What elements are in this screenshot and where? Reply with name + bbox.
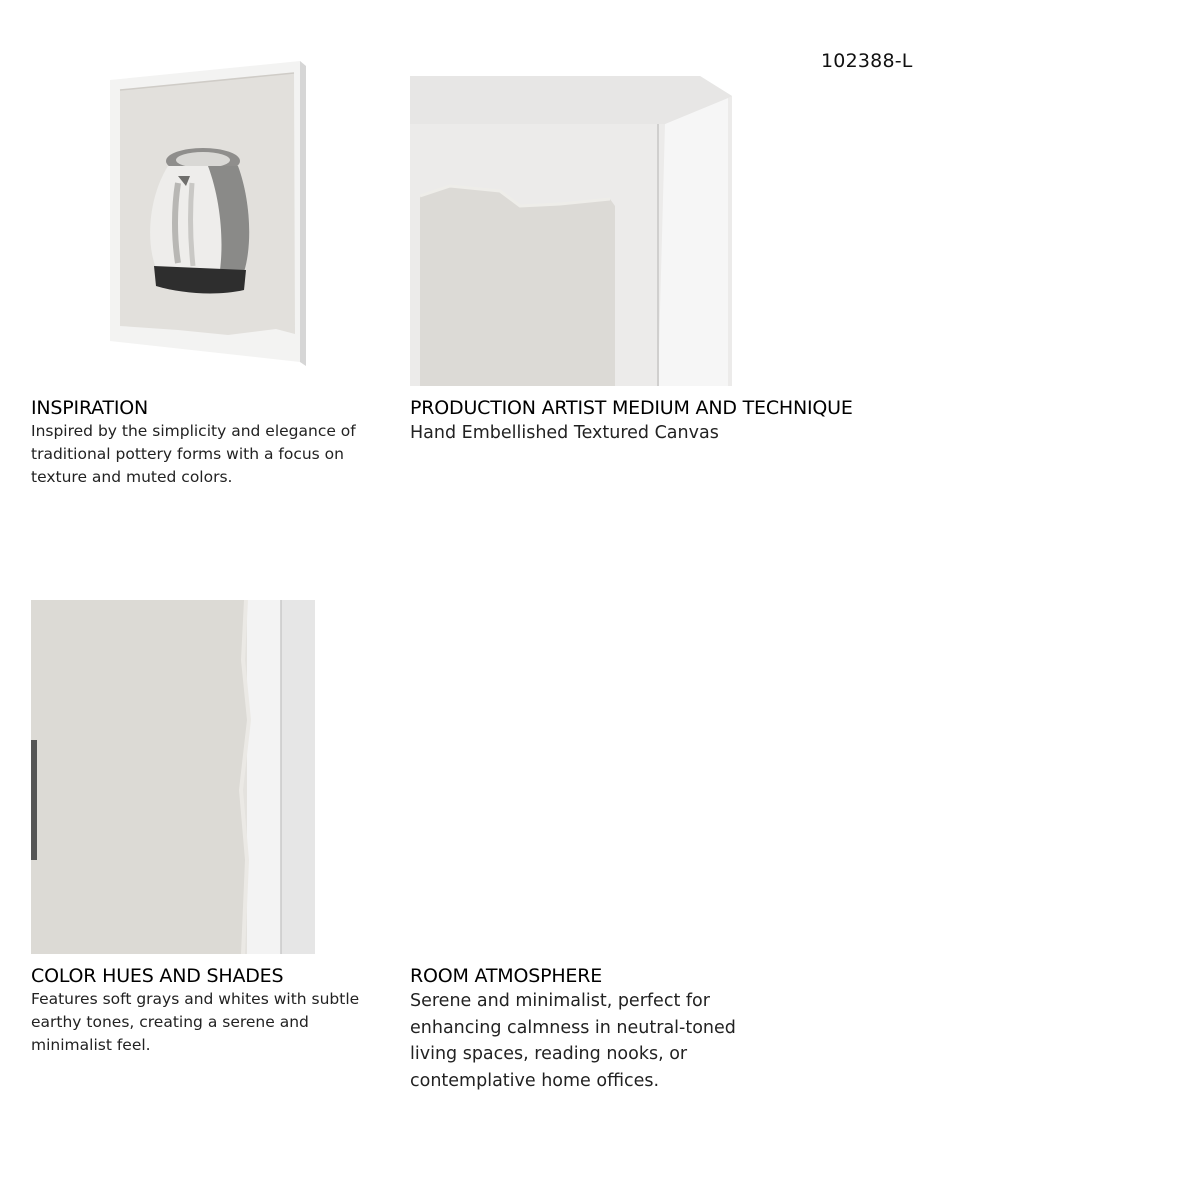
section-room <box>410 964 755 1094</box>
section-body: Features soft grays and whites with subtle earthy tones, creating a serene and minimalist feel. <box>31 990 360 1054</box>
sku-label: 102388-L <box>821 50 913 72</box>
section-title: COLOR HUES AND SHADES <box>31 965 284 987</box>
section-title: PRODUCTION ARTIST MEDIUM AND TECHNIQUE <box>410 397 853 419</box>
section-body: Serene and minimalist, perfect for enhancing calmness in neutral-toned living spaces, reading nooks, or contemplative home offices. <box>410 991 736 1091</box>
product-image-corner-detail <box>410 76 732 386</box>
section-title: ROOM ATMOSPHERE <box>410 965 603 987</box>
product-image-edge-detail <box>31 600 315 954</box>
section-body: Inspired by the simplicity and elegance of traditional pottery forms with a focus on texture and muted colors. <box>31 422 356 486</box>
section-inspiration <box>31 396 371 489</box>
section-production <box>410 396 930 447</box>
section-color <box>31 964 391 1057</box>
section-body: Hand Embellished Textured Canvas <box>410 423 719 443</box>
section-title: INSPIRATION <box>31 397 149 419</box>
product-image-full <box>108 58 308 368</box>
